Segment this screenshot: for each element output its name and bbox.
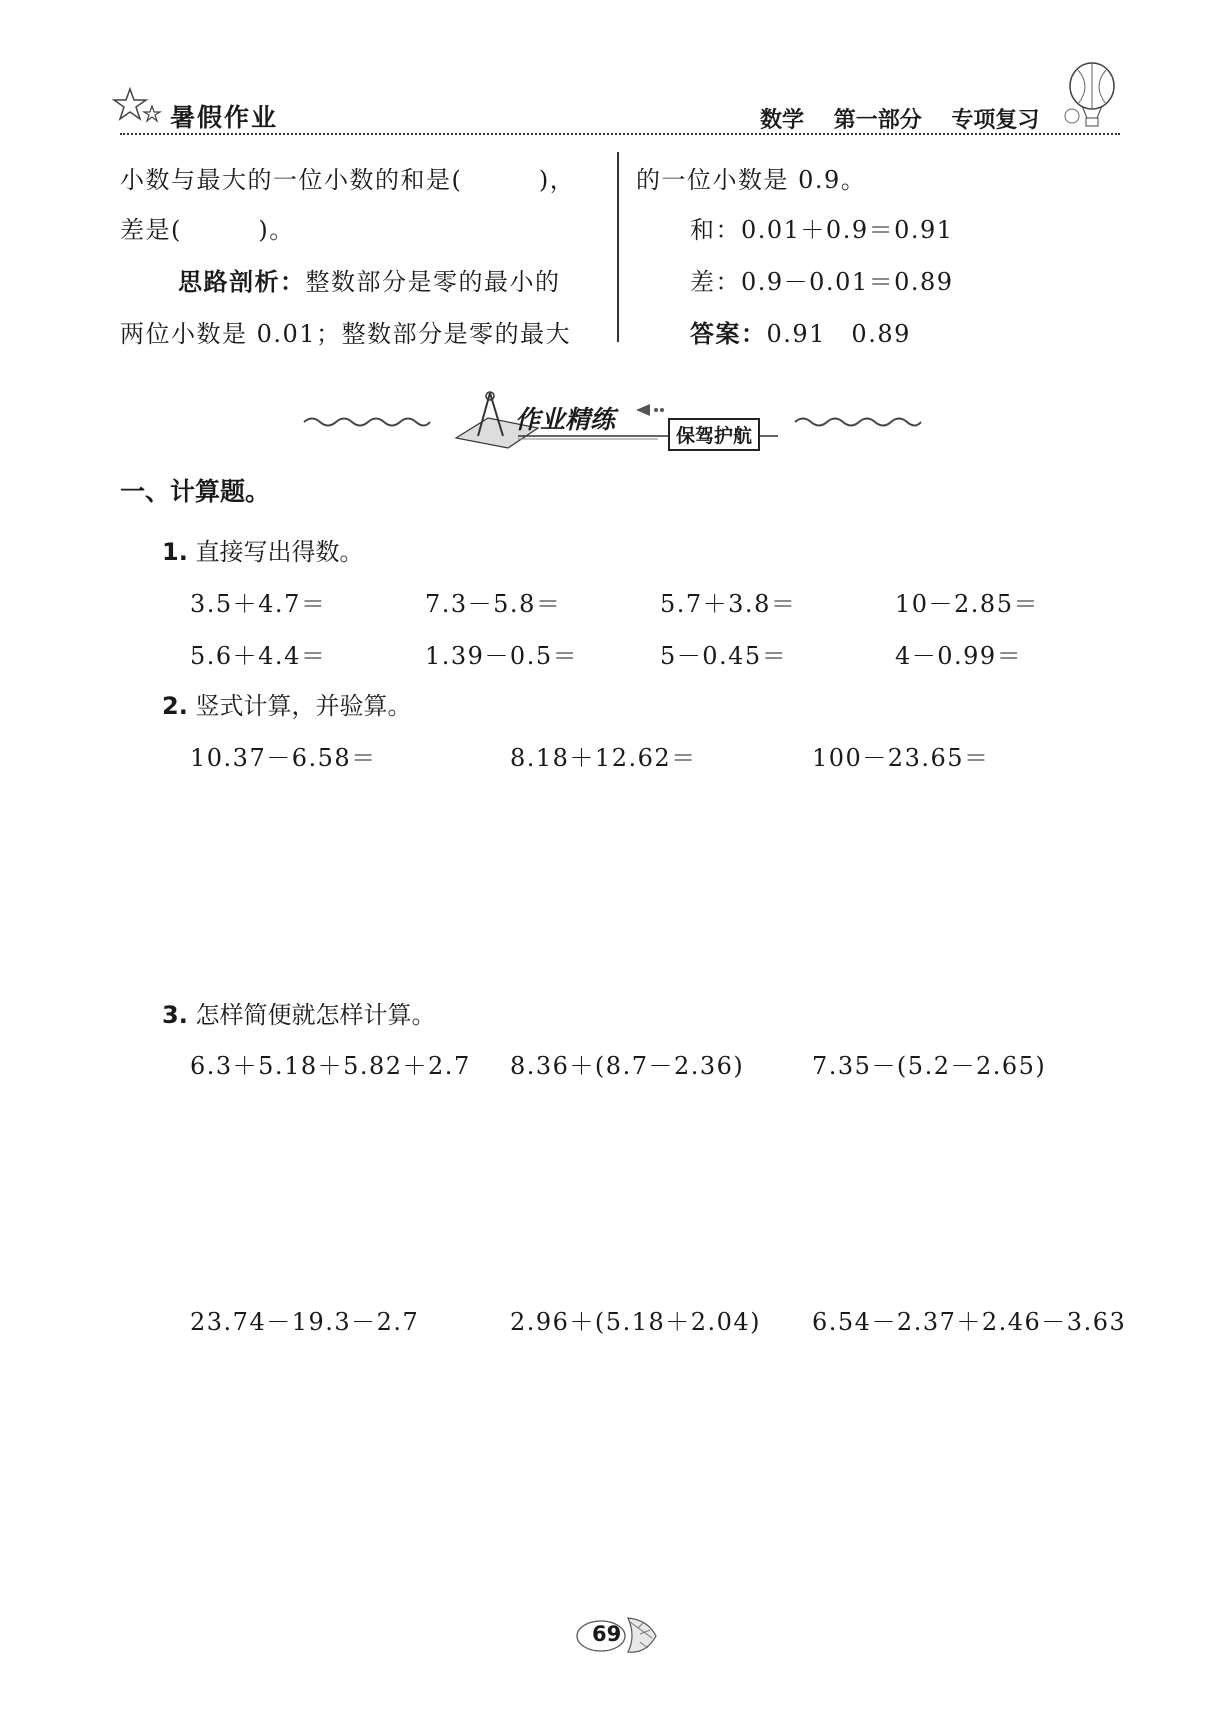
q1-item: 5.7＋3.8＝ (660, 590, 797, 618)
intro-left-line2: 差是( )。 (120, 216, 295, 244)
banner-subtitle: 保驾护航 (668, 418, 760, 451)
q3-item: 8.36＋(8.7－2.36) (510, 1052, 745, 1080)
q2-item: 100－23.65＝ (812, 744, 990, 772)
q1-prompt (162, 532, 363, 567)
analysis-line2: 两位小数是 0.01；整数部分是零的最大 (120, 320, 572, 348)
page-number: 69 (592, 1622, 622, 1646)
q1-number: 1. (162, 538, 188, 566)
intro-left-line1: 小数与最大的一位小数的和是( )， (120, 166, 576, 194)
q2-text: 竖式计算，并验算。 (195, 692, 412, 720)
book-title: 暑假作业 (170, 103, 279, 132)
q3-item: 2.96＋(5.18＋2.04) (510, 1308, 762, 1336)
q2-number: 2. (162, 692, 188, 720)
q3-item: 7.35－(5.2－2.65) (812, 1052, 1047, 1080)
q1-text: 直接写出得数。 (195, 538, 364, 566)
intro-right-line1: 的一位小数是 0.9。 (636, 166, 867, 194)
part-label: 第一部分 (833, 108, 922, 133)
q1-item: 3.5＋4.7＝ (190, 590, 327, 618)
header-breadcrumb (760, 103, 1061, 134)
intro-diff-line: 差：0.9－0.01＝0.89 (690, 268, 954, 296)
analysis-line1 (178, 262, 561, 297)
q2-item: 8.18＋12.62＝ (510, 744, 697, 772)
column-divider (617, 152, 619, 342)
q1-item: 5.6＋4.4＝ (190, 642, 327, 670)
q1-item: 5－0.45＝ (660, 642, 788, 670)
wavy-line-right (793, 412, 923, 432)
intro-sum-line: 和：0.01＋0.9＝0.91 (690, 216, 954, 244)
q3-text: 怎样简便就怎样计算。 (195, 1001, 436, 1029)
section-label: 专项复习 (951, 108, 1040, 133)
q3-item: 23.74－19.3－2.7 (190, 1308, 420, 1336)
q1-item: 1.39－0.5＝ (425, 642, 579, 670)
q2-item: 10.37－6.58＝ (190, 744, 377, 772)
header-divider (120, 133, 1120, 135)
q3-number: 3. (162, 1001, 188, 1029)
wavy-line-left (302, 412, 432, 432)
q3-prompt (162, 995, 435, 1030)
banner-title: 作业精练 (515, 405, 616, 434)
answer-values: 0.91 0.89 (766, 320, 911, 348)
q2-prompt (162, 686, 411, 721)
q3-item: 6.3＋5.18＋5.82＋2.7 (190, 1052, 471, 1080)
stars-icon (112, 86, 164, 126)
hot-air-balloon-icon (1062, 60, 1118, 132)
q1-item: 7.3－5.8＝ (425, 590, 562, 618)
answer-label: 答案： (690, 320, 767, 348)
subject-label: 数学 (760, 108, 805, 133)
q1-item: 10－2.85＝ (895, 590, 1039, 618)
q3-item: 6.54－2.37＋2.46－3.63 (812, 1308, 1127, 1336)
section-title: 一、计算题。 (120, 477, 271, 506)
analysis-label: 思路剖析： (178, 268, 306, 296)
analysis-text1: 整数部分是零的最小的 (305, 268, 561, 296)
intro-answer-line (690, 314, 911, 349)
q1-item: 4－0.99＝ (895, 642, 1023, 670)
